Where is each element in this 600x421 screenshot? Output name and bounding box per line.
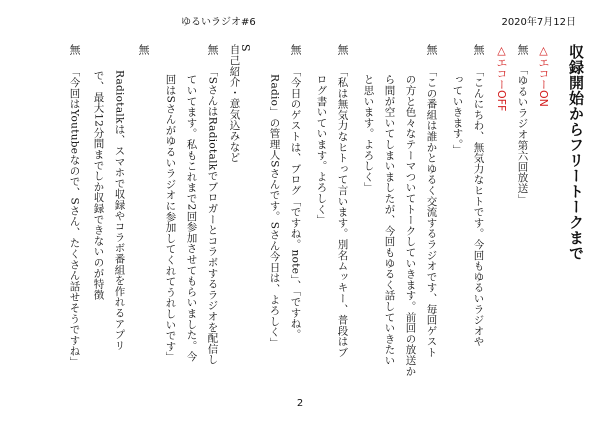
script-line: っていきます。」 bbox=[451, 74, 464, 156]
script-line: ログ書いています。よろしく」 bbox=[315, 74, 328, 226]
cue-echo-off: △エコーOFF bbox=[495, 44, 508, 112]
speaker-label: 無 bbox=[336, 44, 349, 55]
script-line: と思います。よろしく」 bbox=[362, 74, 375, 193]
header-title: ゆるいラジオ#6 bbox=[181, 17, 256, 28]
script-line: ていてます。私もこれまで2回参加させてもらいました。今 bbox=[185, 74, 198, 362]
section-heading: 収録開始からフリートークまで bbox=[567, 44, 585, 261]
script-line: 「SさんはRadiotalkでブロガーとコラボするラジオを配信し bbox=[206, 66, 219, 365]
script-line: Radio」の管理人Sさんです。Sさん今日は、よろしく」 bbox=[268, 74, 281, 349]
header-date: 2020年7月12日 bbox=[501, 17, 576, 28]
speaker-label: 無 bbox=[68, 44, 81, 55]
script-line: 「今回はYoutubeなので、Sさん、たくさん話せそうですね」 bbox=[68, 66, 81, 368]
script-line: 「ゆるいラジオ第六回放送」 bbox=[516, 64, 529, 205]
speaker-label: 無 bbox=[472, 44, 485, 55]
script-line: 「今日のゲストは、ブログ「ですね。note」、「ですね。 bbox=[289, 66, 302, 340]
cue-echo-on: △エコーON bbox=[537, 44, 550, 107]
page-number: 2 bbox=[296, 398, 304, 409]
script-line: 回はSさんがゆるいラジオに参加してくれてうれしいです」 bbox=[164, 74, 177, 363]
speaker-label: 無 bbox=[516, 44, 529, 55]
note-line: Radiotalkは、スマホで収録やコラボ番組を作れるアプリ bbox=[113, 70, 126, 351]
speaker-label: 無 bbox=[289, 44, 302, 55]
script-line: 「こんにちわ、無気力なヒトです。今回もゆるいラジオや bbox=[472, 66, 485, 347]
stage-direction: 自己紹介・意気込みなど bbox=[228, 44, 241, 163]
script-line: 「この番組は誰かとゆるく交流するラジオです、毎回ゲスト bbox=[425, 66, 438, 358]
script-line: 「私は無気力なヒトって言います。別名ムッキー、普段はブ bbox=[336, 66, 349, 358]
speaker-label: 無 bbox=[206, 44, 219, 55]
script-line: ら間が空いてしまいましたが、今回もゆるく話していきたい bbox=[383, 74, 396, 366]
speaker-label: 無 bbox=[137, 44, 150, 55]
script-line: の方と色々なテーマついてトークしていきます。前回の放送か bbox=[404, 74, 417, 377]
note-line: で、最大12分間までしか収録できないのが特徴 bbox=[92, 70, 105, 300]
speaker-label: 無 bbox=[425, 44, 438, 55]
speaker-label: S bbox=[239, 44, 252, 52]
